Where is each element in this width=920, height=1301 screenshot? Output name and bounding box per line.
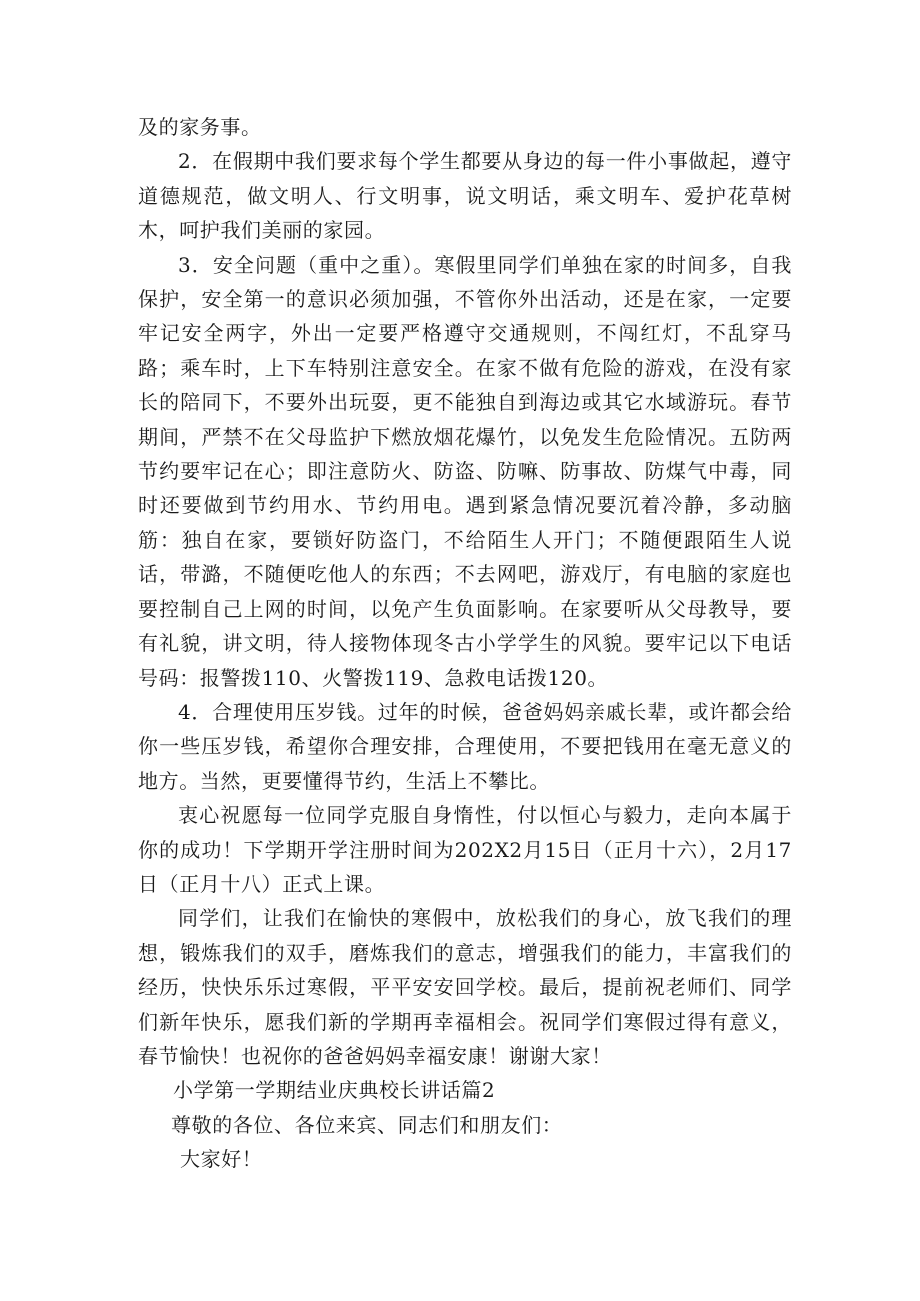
salutation: 尊敬的各位、各位来宾、同志们和朋友们： [171, 1112, 563, 1137]
paragraph-item-3-safety: 3．安全问题（重中之重）。寒假里同学们单独在家的时间多，自我保护，安全第一的意识必须加强，不管你外出活动，还是在家，一定要牢记安全两字，外出一定要严格遵守交通规则，不闯红灯，不乱穿马路；乘车时，上下车特别注意安全。在家不做有危险的游戏，在没有家长的陪同下，不要外出玩耍，更不能独自到海边或其它水域游玩。春节期间，严禁不在父母监护下燃放烟花爆竹，以免发生危险情况。五防两节约要牢记在心；即注意防火、防盗、防嘛、防事故、防煤气中毒，同时还要做到节约用水、节约用电。遇到紧急情况要沉着冷静，多动脑筋：独自在家，要锁好防盗门，不给陌生人开门；不随便跟陌生人说话，带潞，不随便吃他人的东西；不去网吧，游戏厅，有电脑的家庭也要控制自己上网的时间，以免产生负面影响。在家要听从父母教导，要有礼貌，讲文明，待人接物体现冬古小学学生的风貌。要牢记以下电话号码：报警拨110、火警拨119、急救电话拨120。 [138, 252, 792, 690]
continuation-text: 及的家务事。 [138, 115, 262, 139]
section-title: 小学第一学期结业庆典校长讲话篇2 [173, 1078, 496, 1103]
greeting: 大家好！ [180, 1147, 263, 1172]
document-body [138, 110, 792, 1177]
paragraph-item-2: 2．在假期中我们要求每个学生都要从身边的每一件小事做起，遵守道德规范，做文明人、行文明事，说文明话，乘文明车、爱护花草树木，呵护我们美丽的家园。 [138, 149, 792, 243]
paragraph-wishes: 衷心祝愿每一位同学克服自身惰性，付以恒心与毅力，走向本属于你的成功！下学期开学注册时间为202X2月15日（正月十六），2月17日（正月十八）正式上课。 [138, 803, 792, 896]
paragraph-item-4-money: 4．合理使用压岁钱。过年的时候，爸爸妈妈亲戚长辈，或许都会给你一些压岁钱，希望你合理安排，合理使用，不要把钱用在毫无意义的地方。当然，更要懂得节约，生活上不攀比。 [138, 699, 792, 793]
paragraph-closing: 同学们，让我们在愉快的寒假中，放松我们的身心，放飞我们的理想，锻炼我们的双手，磨炼我们的意志，增强我们的能力，丰富我们的经历，快快乐乐过寒假，平平安安回学校。最后，提前祝老师们、同学们新年快乐，愿我们新的学期再幸福相会。祝同学们寒假过得有意义，春节愉快！也祝你的爸爸妈妈幸福安康！谢谢大家！ [138, 906, 792, 1068]
